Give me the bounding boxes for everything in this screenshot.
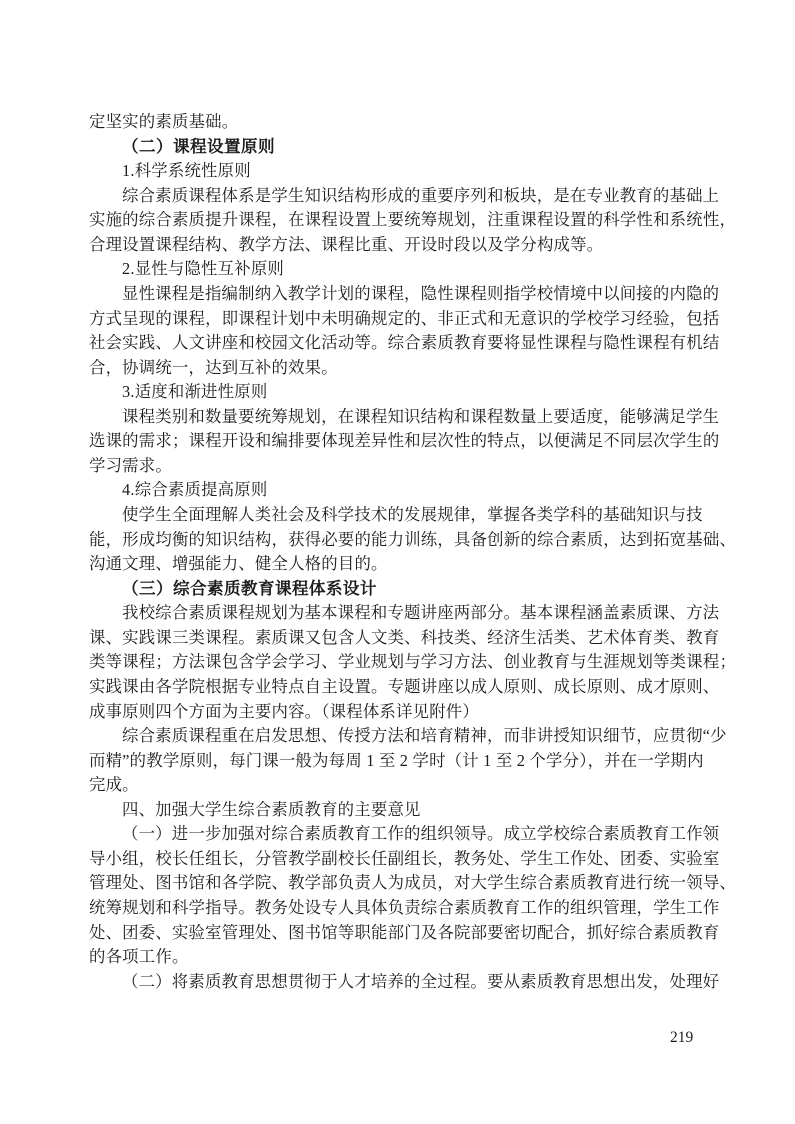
text-line: 导小组，校长任组长，分管教学副校长任副组长，教务处、学生工作处、团委、实验室: [89, 848, 720, 868]
text-line: 显性课程是指编制纳入教学计划的课程，隐性课程则指学校情境中以间接的内隐的: [122, 283, 720, 303]
numbered-item-heading: 2.显性与隐性互补原则: [122, 259, 285, 279]
text-line: 选课的需求；课程开设和编排要体现差异性和层次性的特点，以便满足不同层次学生的: [89, 431, 720, 451]
text-line: 的各项工作。: [89, 947, 189, 967]
text-line: 而精”的教学原则，每门课一般为每周 1 至 2 学时（计 1 至 2 个学分），并在一学期内: [89, 750, 704, 770]
text-line: 使学生全面理解人类社会及科学技术的发展规律，掌握各类学科的基础知识与技: [122, 505, 703, 524]
page-text: [89, 110, 737, 994]
text-line: 成事原则四个方面为主要内容。（课程体系详见附件）: [89, 701, 479, 721]
text-line: 我校综合素质课程规划为基本课程和专题讲座两部分。基本课程涵盖素质课、方法: [122, 603, 720, 623]
text-line: 沟通文理、增强能力、健全人格的目的。: [89, 554, 388, 574]
section-heading: （三）综合素质教育课程体系设计: [122, 578, 377, 598]
text-line: 完成。: [89, 775, 139, 795]
text-line: 学习需求。: [89, 455, 172, 475]
text-line: 定坚实的素质基础。: [89, 112, 239, 131]
text-line: 能，形成均衡的知识结构，获得必要的能力训练，具备创新的综合素质，达到拓宽基础、: [89, 529, 737, 549]
numbered-item-heading: 4.综合素质提高原则: [122, 480, 268, 500]
text-line: 处、团委、实验室管理处、图书馆等职能部门及各院部要密切配合，抓好综合素质教育: [89, 922, 720, 942]
text-line: 社会实践、人文讲座和校园文化活动等。综合素质教育要将显性课程与隐性课程有机结: [89, 333, 720, 353]
text-line: 综合素质课程体系是学生知识结构形成的重要序列和板块，是在专业教育的基础上: [122, 185, 720, 205]
text-line: 实施的综合素质提升课程，在课程设置上要统筹规划，注重课程设置的科学性和系统性，: [89, 210, 737, 230]
text-line: 合理设置课程结构、教学方法、课程比重、开设时段以及学分构成等。: [89, 234, 604, 254]
text-line: 课、实践课三类课程。素质课又包含人文类、科技类、经济生活类、艺术体育类、教育: [89, 627, 720, 647]
text-line: 课程类别和数量要统筹规划，在课程知识结构和课程数量上要适度，能够满足学生: [122, 406, 720, 426]
section-heading: （二）课程设置原则: [122, 136, 275, 156]
chapter-heading: 四、加强大学生综合素质教育的主要意见: [122, 799, 421, 819]
text-line: 合，协调统一，达到互补的效果。: [89, 357, 338, 377]
text-line: 综合素质课程重在启发思想、传授方法和培育精神，而非讲授知识细节，应贯彻“少: [122, 726, 727, 746]
numbered-item-heading: 1.科学系统性原则: [122, 161, 251, 181]
text-line: （一）进一步加强对综合素质教育工作的组织领导。成立学校综合素质教育工作领: [122, 824, 720, 844]
text-line: 类等课程；方法课包含学会学习、学业规划与学习方法、创业教育与生涯规划等类课程；: [89, 652, 737, 672]
numbered-item-heading: 3.适度和渐进性原则: [122, 382, 268, 402]
text-line: （二）将素质教育思想贯彻于人才培养的全过程。要从素质教育思想出发，处理好: [122, 971, 720, 991]
text-line: 实践课由各学院根据专业特点自主设置。专题讲座以成人原则、成长原则、成才原则、: [89, 676, 720, 696]
text-line: 统筹规划和科学指导。教务处设专人具体负责综合素质教育工作的组织管理，学生工作: [89, 898, 720, 917]
text-line: 管理处、图书馆和各学院、教学部负责人为成员，对大学生综合素质教育进行统一领导、: [89, 873, 737, 893]
page-number: 219: [670, 1029, 694, 1046]
text-line: 方式呈现的课程，即课程计划中未明确规定的、非正式和无意识的学校学习经验，包括: [89, 308, 720, 328]
